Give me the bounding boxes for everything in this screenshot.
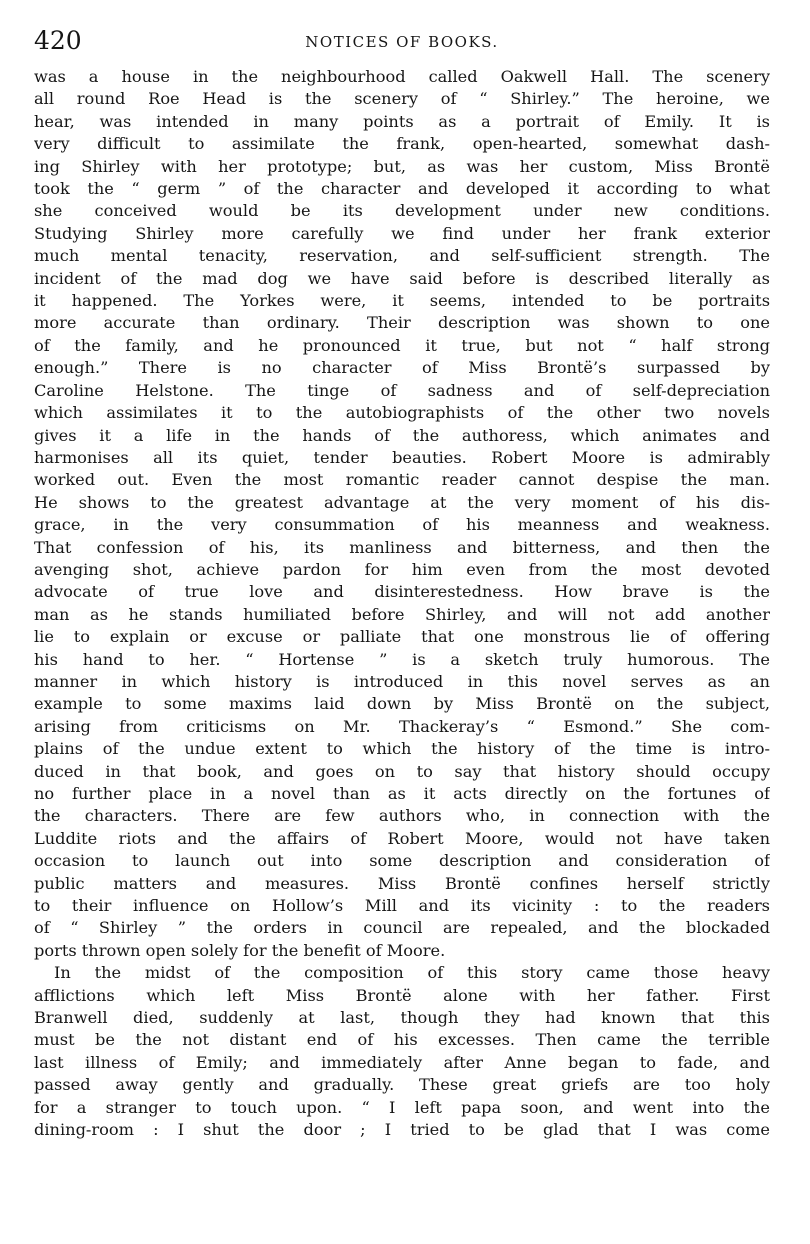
text-line: much mental tenacity, reservation, and self-sufficient strength. The (34, 246, 770, 266)
text-line: afflictions which left Miss Brontë alone with her father. First (34, 985, 770, 1005)
text-line: the characters. There are few authors who, in connection with the (34, 806, 770, 826)
text-line: arising from criticisms on Mr. Thackeray’s “ Esmond.” She com- (34, 716, 770, 736)
text-line: more accurate than ordinary. Their description was shown to one (34, 313, 770, 333)
text-line: which assimilates it to the autobiographists of the other two novels (34, 403, 770, 423)
paragraph (34, 66, 770, 962)
body-text (34, 66, 770, 1142)
text-line: manner in which history is introduced in this novel serves as an (34, 671, 770, 691)
text-line: hear, was intended in many points as a portrait of Emily. It is (34, 111, 770, 131)
text-line: of “ Shirley ” the orders in council are repealed, and the blockaded (34, 918, 770, 938)
text-line: man as he stands humiliated before Shirley, and will not add another (34, 604, 770, 624)
text-line: of the family, and he pronounced it true, but not “ half strong (34, 335, 770, 355)
paragraph (34, 962, 770, 1141)
text-line: Branwell died, suddenly at last, though they had known that this (34, 1008, 770, 1028)
page-header (34, 26, 770, 60)
text-line: was a house in the neighbourhood called Oakwell Hall. The scenery (34, 67, 770, 86)
text-line: all round Roe Head is the scenery of “ Shirley.” The heroine, we (34, 89, 770, 109)
text-line: duced in that book, and goes on to say that history should occupy (34, 761, 770, 781)
text-line: to their influence on Hollow’s Mill and its vicinity : to the readers (34, 896, 770, 916)
text-line: gives it a life in the hands of the authoress, which animates and (34, 425, 770, 445)
text-line: advocate of true love and disinterestedness. How brave is the (34, 582, 770, 602)
text-line: In the midst of the composition of this story came those heavy (54, 963, 770, 983)
running-title: NOTICES OF BOOKS. (305, 33, 499, 51)
text-line: avenging shot, achieve pardon for him even from the most devoted (34, 559, 770, 579)
text-line: passed away gently and gradually. These great griefs are too holy (34, 1075, 770, 1095)
text-line: incident of the mad dog we have said before is described literally as (34, 268, 770, 288)
text-line: Studying Shirley more carefully we find under her frank exterior (34, 223, 770, 243)
text-line: example to some maxims laid down by Miss Brontë on the subject, (34, 694, 770, 714)
text-line: his hand to her. “ Hortense ” is a sketch truly humorous. The (34, 649, 770, 669)
text-line: That confession of his, its manliness and bitterness, and then the (34, 537, 770, 557)
text-line: public matters and measures. Miss Brontë confines herself strictly (34, 873, 770, 893)
page-number: 420 (34, 26, 82, 55)
text-line: very difficult to assimilate the frank, open-hearted, somewhat dash- (34, 134, 770, 154)
text-line: enough.” There is no character of Miss Brontë’s surpassed by (34, 358, 770, 378)
text-line: ing Shirley with her prototype; but, as was her custom, Miss Brontë (34, 156, 770, 176)
text-line: she conceived would be its development under new conditions. (34, 201, 770, 221)
text-line: dining-room : I shut the door ; I tried to be glad that I was come (34, 1120, 770, 1140)
text-line: it happened. The Yorkes were, it seems, intended to be portraits (34, 291, 770, 311)
text-line: ports thrown open solely for the benefit of Moore. (34, 940, 446, 960)
text-line: harmonises all its quiet, tender beauties. Robert Moore is admirably (34, 447, 770, 467)
text-line: no further place in a novel than as it acts directly on the fortunes of (34, 784, 770, 803)
text-line: occasion to launch out into some description and consideration of (34, 851, 770, 871)
text-line: Luddite riots and the affairs of Robert Moore, would not have taken (34, 828, 770, 848)
text-line: He shows to the greatest advantage at the very moment of his dis- (34, 492, 770, 512)
text-line: worked out. Even the most romantic reader cannot despise the man. (34, 470, 770, 490)
text-line: grace, in the very consummation of his meanness and weakness. (34, 515, 770, 535)
text-line: lie to explain or excuse or palliate that one monstrous lie of offering (34, 627, 770, 647)
text-line: Caroline Helstone. The tinge of sadness and of self-depreciation (34, 380, 770, 400)
text-line: must be the not distant end of his excesses. Then came the terrible (34, 1030, 770, 1050)
text-line: took the “ germ ” of the character and developed it according to what (34, 179, 770, 199)
text-line: for a stranger to touch upon. “ I left papa soon, and went into the (34, 1097, 770, 1117)
text-line: last illness of Emily; and immediately after Anne began to fade, and (34, 1052, 770, 1072)
text-line: plains of the undue extent to which the history of the time is intro- (34, 739, 770, 759)
